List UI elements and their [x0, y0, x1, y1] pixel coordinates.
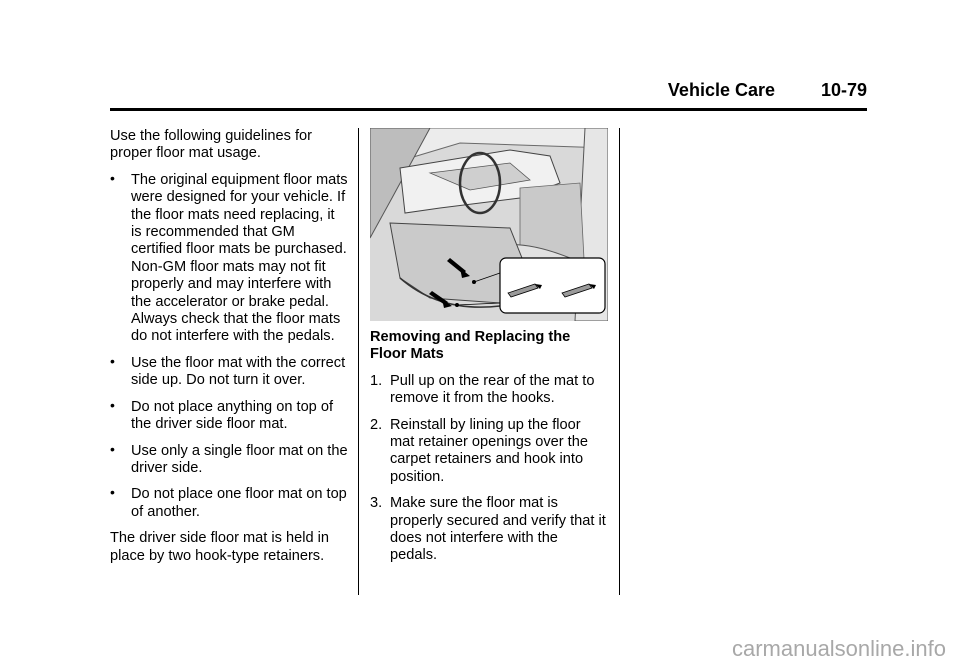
left-column — [110, 128, 348, 574]
list-item-text: Do not place one floor mat on top of another. — [131, 486, 347, 520]
step-number: 2. — [370, 416, 383, 433]
intro-paragraph: Use the following guidelines for proper floor mat usage. — [110, 128, 312, 162]
column-divider-left — [358, 128, 359, 595]
floor-mat-illustration — [370, 128, 608, 321]
list-item — [110, 352, 348, 390]
step-text: Reinstall by lining up the floor mat retainer openings over the carpet retainers and hook into position. — [390, 416, 588, 485]
list-item — [110, 440, 348, 478]
step-number: 3. — [370, 495, 383, 512]
bullet-icon: • — [110, 352, 115, 369]
list-item-text: Do not place anything on top of the driver side floor mat. — [131, 398, 334, 433]
right-column — [370, 128, 608, 574]
list-item-text: The original equipment floor mats were designed for your vehicle. If the floor mats need replacing, it is recommended that GM certified floor mats be purchased. Non-GM floor mats may not fit properly and may interfere with the accelerator or brake pedal. Always check that the floor mats do not interfere with the pedals. — [131, 171, 348, 345]
list-item — [110, 486, 348, 521]
section-title: Vehicle Care — [667, 80, 775, 100]
step-text: Make sure the floor mat is properly secured and verify that it does not interfere with the pedals. — [390, 495, 606, 564]
column-divider-right — [619, 128, 620, 595]
list-item-text: Use only a single floor mat on the driver side. — [131, 442, 348, 476]
step-number: 1. — [370, 372, 383, 389]
list-item — [110, 396, 348, 434]
watermark: carmanualsonline.info — [731, 636, 946, 661]
list-item — [110, 169, 348, 346]
closing-paragraph: The driver side floor mat is held in place by two hook-type retainers. — [110, 530, 329, 564]
figure-caption: Removing and Replacing the Floor Mats — [370, 329, 571, 363]
step-text: Pull up on the rear of the mat to remove it from the hooks. — [390, 372, 595, 407]
list-item — [370, 417, 608, 487]
page-header — [110, 80, 867, 111]
bullet-icon: • — [110, 396, 115, 413]
list-item — [370, 495, 608, 565]
guideline-list — [110, 169, 348, 521]
bullet-icon: • — [110, 484, 115, 501]
bullet-icon: • — [110, 169, 115, 186]
page-number: 10-79 — [820, 80, 867, 100]
list-item — [370, 373, 608, 408]
steps-list — [370, 373, 608, 565]
list-item-text: Use the floor mat with the correct side up. Do not turn it over. — [131, 354, 346, 389]
bullet-icon: • — [110, 440, 115, 457]
